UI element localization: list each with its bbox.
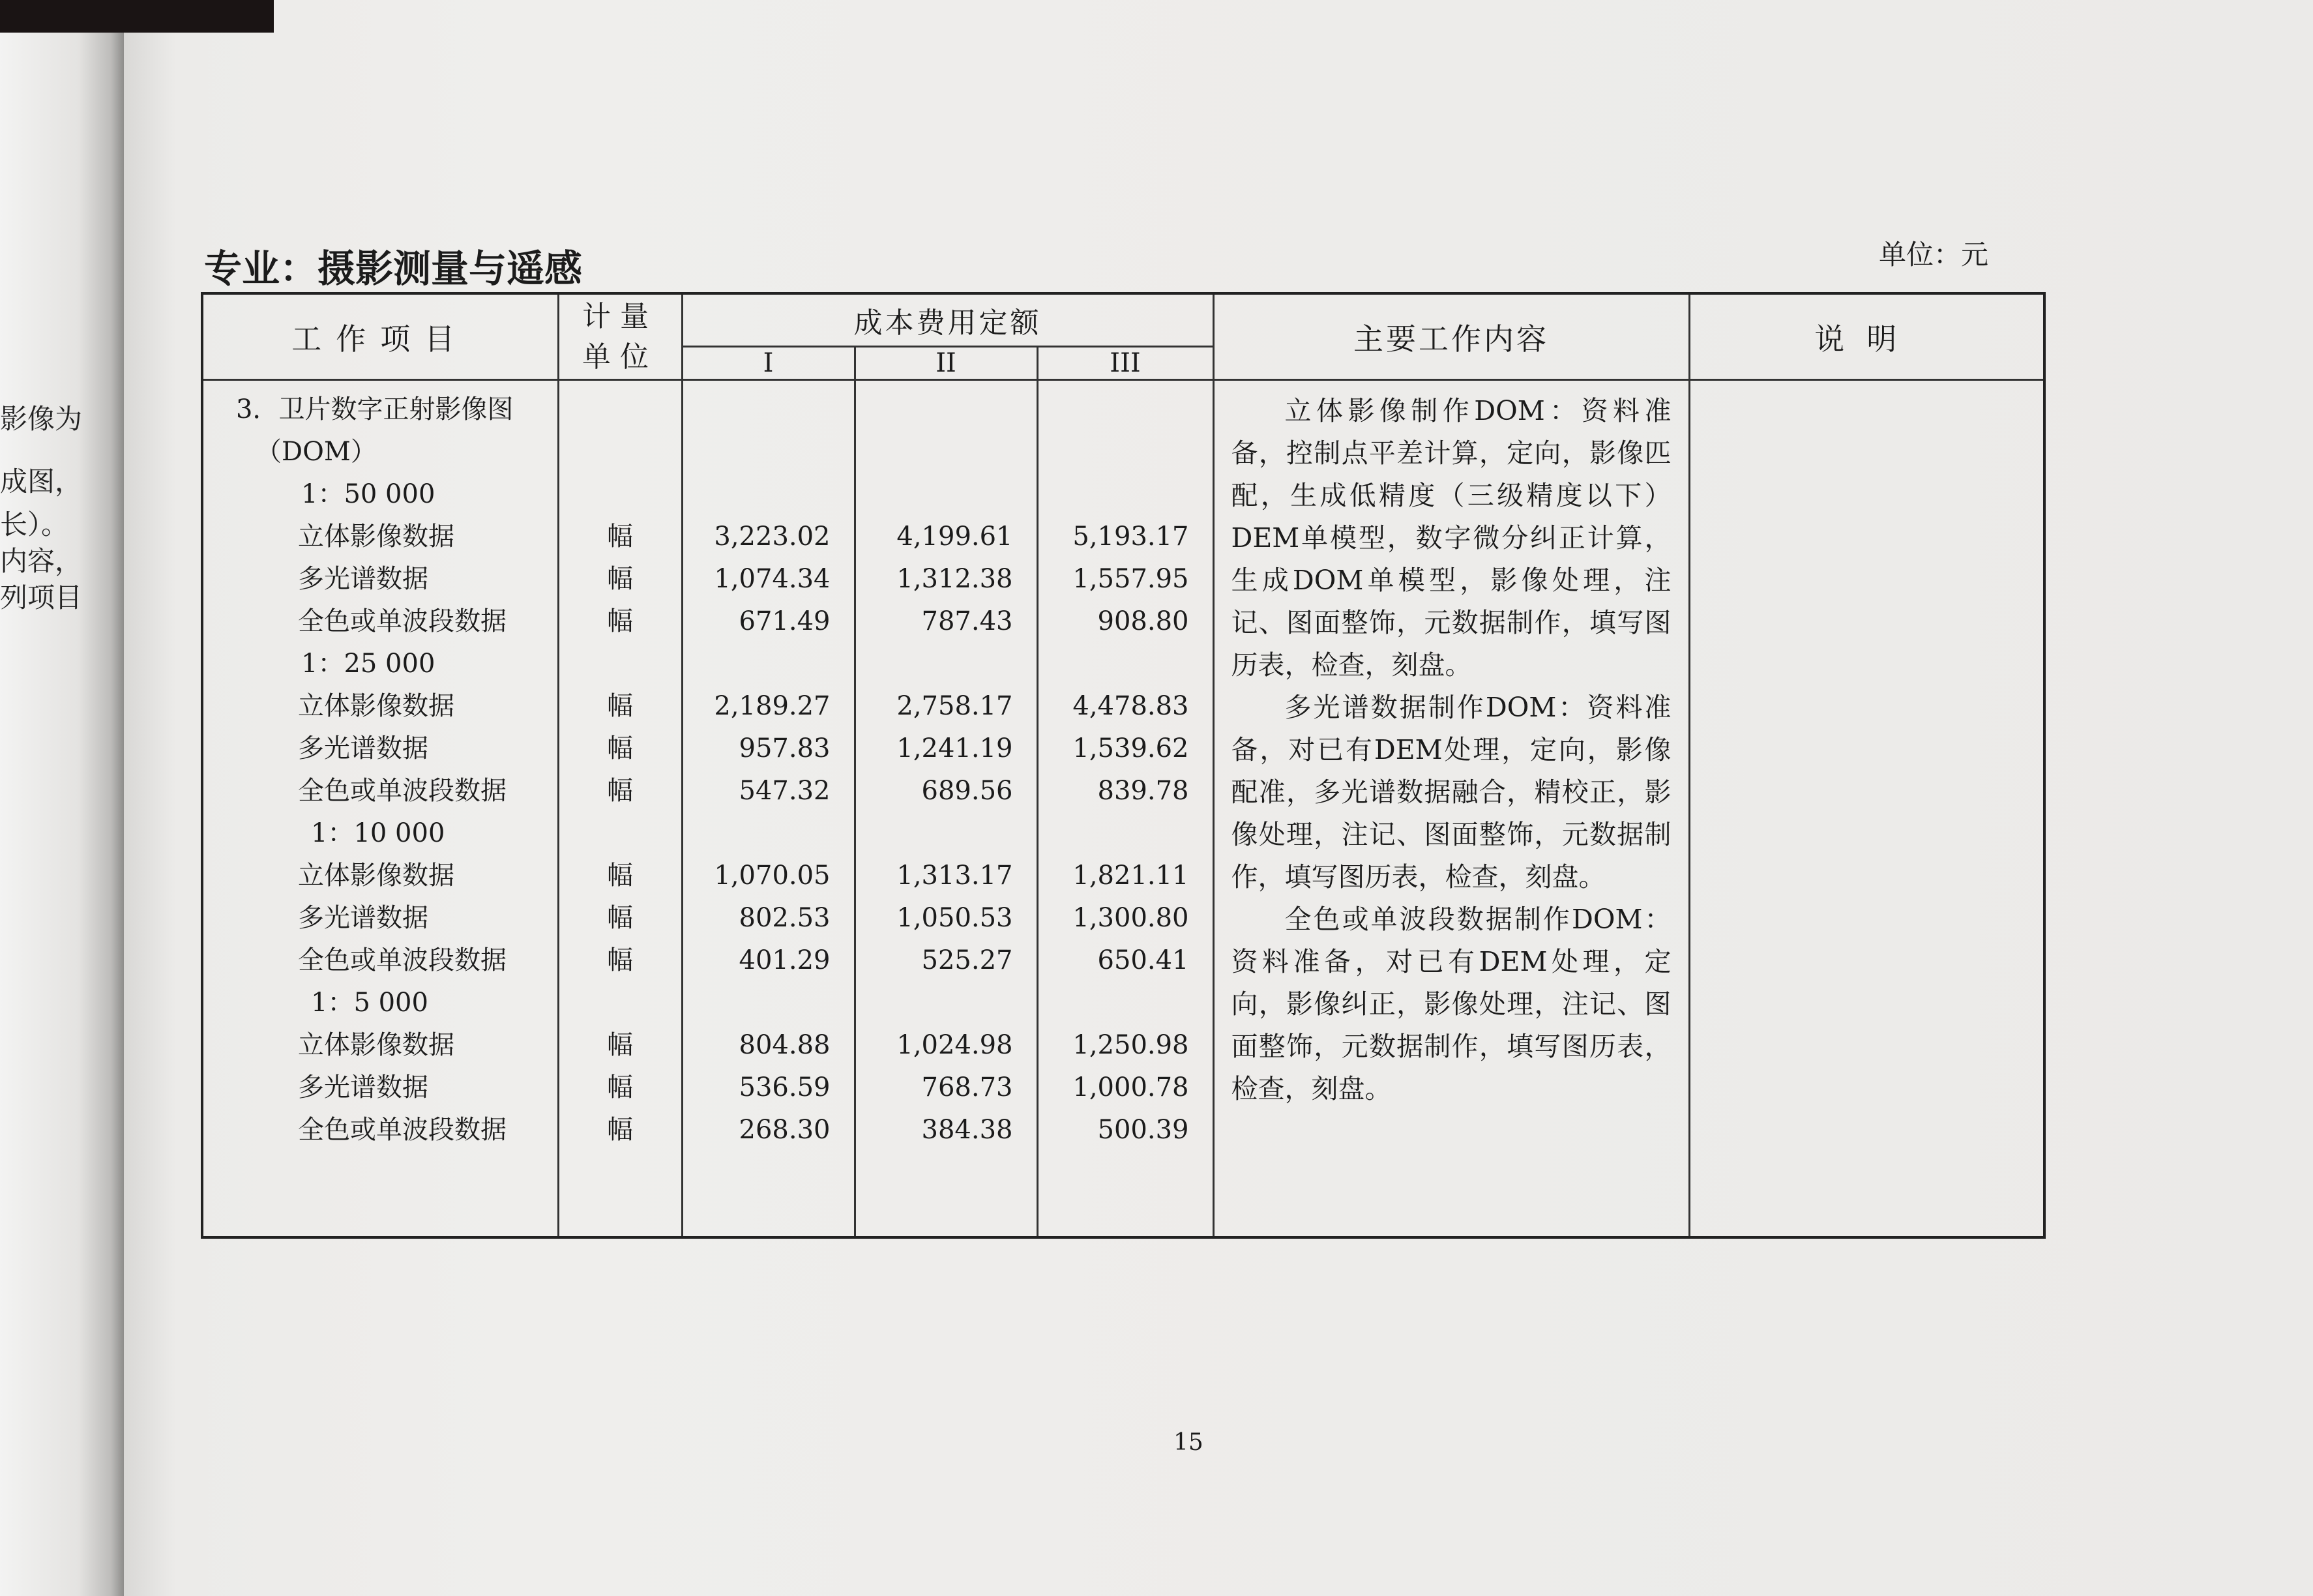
cost-III-cell: 4,478.83 [1072,691,1189,721]
item-line: 立体影像数据 [298,861,454,891]
cost-II-cell: 689.56 [921,776,1013,806]
item-line: （DOM） [256,437,377,467]
cost-II-cell: 1,024.98 [896,1030,1013,1060]
item-line: 立体影像数据 [298,691,454,721]
cost-II-cell: 1,312.38 [896,564,1013,594]
unit-cell: 幅 [607,691,633,721]
cost-I-cell: 547.32 [739,776,831,806]
cost-I-cell: 802.53 [739,903,831,933]
cost-III-column [1037,380,1213,1238]
header-work-content: 主要工作内容 [1213,293,1689,380]
cost-III-cell [1039,431,1213,473]
spine-fragment: 内容， [0,545,83,577]
spine-fragment: 影像为 [0,403,83,435]
unit-cell [559,389,681,431]
cost-II-cell: 768.73 [921,1072,1013,1102]
cost-II-cell: 1,050.53 [896,903,1013,933]
item-line: 多光谱数据 [298,1072,428,1102]
cost-II-cell: 787.43 [921,606,1013,636]
unit-column [558,380,682,1238]
cost-I-cell: 1,070.05 [714,861,831,891]
cost-I-cell [683,812,854,855]
unit-cell: 幅 [607,564,633,594]
cost-III-cell: 1,000.78 [1072,1072,1189,1102]
unit-cell [559,643,681,685]
cost-III-cell: 1,821.11 [1072,861,1189,891]
cost-I-cell: 536.59 [739,1072,831,1102]
cost-I-cell [683,982,854,1024]
header-item: 工作项目 [202,293,558,380]
cost-I-cell: 3,223.02 [714,522,831,552]
cost-II-cell: 4,199.61 [896,522,1013,552]
item-line: 1：10 000 [311,818,445,848]
cost-II-cell [856,473,1037,516]
item-line: 1：25 000 [301,649,435,679]
cost-III-cell: 650.41 [1097,945,1189,975]
cost-III-cell [1039,643,1213,685]
work-paragraph-stereo: 立体影像制作DOM：资料准备，控制点平差计算，定向，影像匹配，生成低精度（三级精度以下）DEM单模型，数字微分纠正计算，生成DOM单模型，影像处理，注记、图面整饰，元数据制作，填写图历表，检查，刻盘。 [1231,395,1672,681]
page-number: 15 [1173,1429,1203,1456]
cost-III-cell [1039,389,1213,431]
note-cell [1689,380,2044,1238]
cost-II-cell: 525.27 [921,945,1013,975]
cost-III-cell [1039,812,1213,855]
cost-III-cell [1039,982,1213,1024]
cost-III-cell: 500.39 [1097,1115,1189,1145]
item-column [202,380,558,1238]
cost-II-column [855,380,1037,1238]
cost-II-cell [856,812,1037,855]
header-cost-III: III [1037,347,1213,380]
cost-I-cell: 957.83 [739,733,831,763]
item-line: 3．卫片数字正射影像图 [236,394,514,424]
work-paragraph-panchromatic: 全色或单波段数据制作DOM：资料准备，对已有DEM处理，定向，影像纠正，影像处理，注记、图面整饰，元数据制作，填写图历表，检查，刻盘。 [1231,904,1672,1104]
unit-cell [559,982,681,1024]
header-cost-II: II [855,347,1037,380]
cost-I-cell [683,643,854,685]
cost-II-cell [856,643,1037,685]
cost-II-cell: 1,313.17 [896,861,1013,891]
cost-I-cell [683,431,854,473]
work-content-cell [1213,380,1689,1238]
cost-II-cell: 384.38 [921,1115,1013,1145]
cost-III-cell: 908.80 [1097,606,1189,636]
item-line: 立体影像数据 [298,1030,454,1060]
cost-III-cell: 1,300.80 [1072,903,1189,933]
spine-fragment: 长）。 [0,509,69,540]
cost-I-cell [683,389,854,431]
unit-cell: 幅 [607,606,633,636]
header-note: 说明 [1689,293,2044,380]
item-line: 1：5 000 [311,988,428,1018]
item-line: 全色或单波段数据 [298,945,507,975]
page-title: 专业：摄影测量与遥感 [204,246,583,291]
spine-shadow [0,0,274,33]
item-line: 多光谱数据 [298,903,428,933]
unit-cell: 幅 [607,522,633,552]
item-line: 1：50 000 [301,479,435,509]
cost-I-cell: 401.29 [739,945,831,975]
cost-II-cell: 1,241.19 [896,733,1013,763]
work-paragraph-multispectral: 多光谱数据制作DOM：资料准备，对已有DEM处理，定向，影像配准，多光谱数据融合，精校正，影像处理，注记、图面整饰，元数据制作，填写图历表，检查，刻盘。 [1231,692,1672,893]
unit-cell: 幅 [607,1115,633,1145]
cost-III-cell: 5,193.17 [1072,522,1189,552]
cost-I-column [682,380,855,1238]
unit-cell: 幅 [607,1030,633,1060]
unit-cell [559,473,681,516]
unit-cell: 幅 [607,945,633,975]
cost-table [201,292,2046,1239]
spine-fragment: 成图， [0,466,83,497]
cost-III-cell: 1,539.62 [1072,733,1189,763]
header-cost-group: 成本费用定额 [682,293,1213,347]
book-spine [0,0,124,1596]
cost-I-cell: 804.88 [739,1030,831,1060]
header-unit: 计量 单位 [558,293,682,380]
cost-III-cell [1039,473,1213,516]
item-line: 多光谱数据 [298,564,428,594]
unit-cell [559,431,681,473]
header-cost-I: I [682,347,855,380]
item-line: 立体影像数据 [298,522,454,552]
unit-cell: 幅 [607,903,633,933]
cost-III-cell: 1,250.98 [1072,1030,1189,1060]
unit-cell: 幅 [607,1072,633,1102]
unit-cell: 幅 [607,861,633,891]
unit-cell: 幅 [607,733,633,763]
spine-fragment: 列项目 [0,582,83,613]
cost-III-cell: 1,557.95 [1072,564,1189,594]
cost-I-cell: 1,074.34 [714,564,831,594]
item-line: 多光谱数据 [298,733,428,763]
cost-II-cell [856,982,1037,1024]
item-line: 全色或单波段数据 [298,1115,507,1145]
cost-II-cell [856,389,1037,431]
unit-cell [559,812,681,855]
cost-II-cell: 2,758.17 [896,691,1013,721]
cost-I-cell: 671.49 [739,606,831,636]
cost-I-cell: 2,189.27 [714,691,831,721]
cost-III-cell: 839.78 [1097,776,1189,806]
item-line: 全色或单波段数据 [298,606,507,636]
cost-I-cell [683,473,854,516]
cost-I-cell: 268.30 [739,1115,831,1145]
unit-cell: 幅 [607,776,633,806]
cost-II-cell [856,431,1037,473]
item-line: 全色或单波段数据 [298,776,507,806]
unit-label: 单位：元 [1879,239,1989,271]
